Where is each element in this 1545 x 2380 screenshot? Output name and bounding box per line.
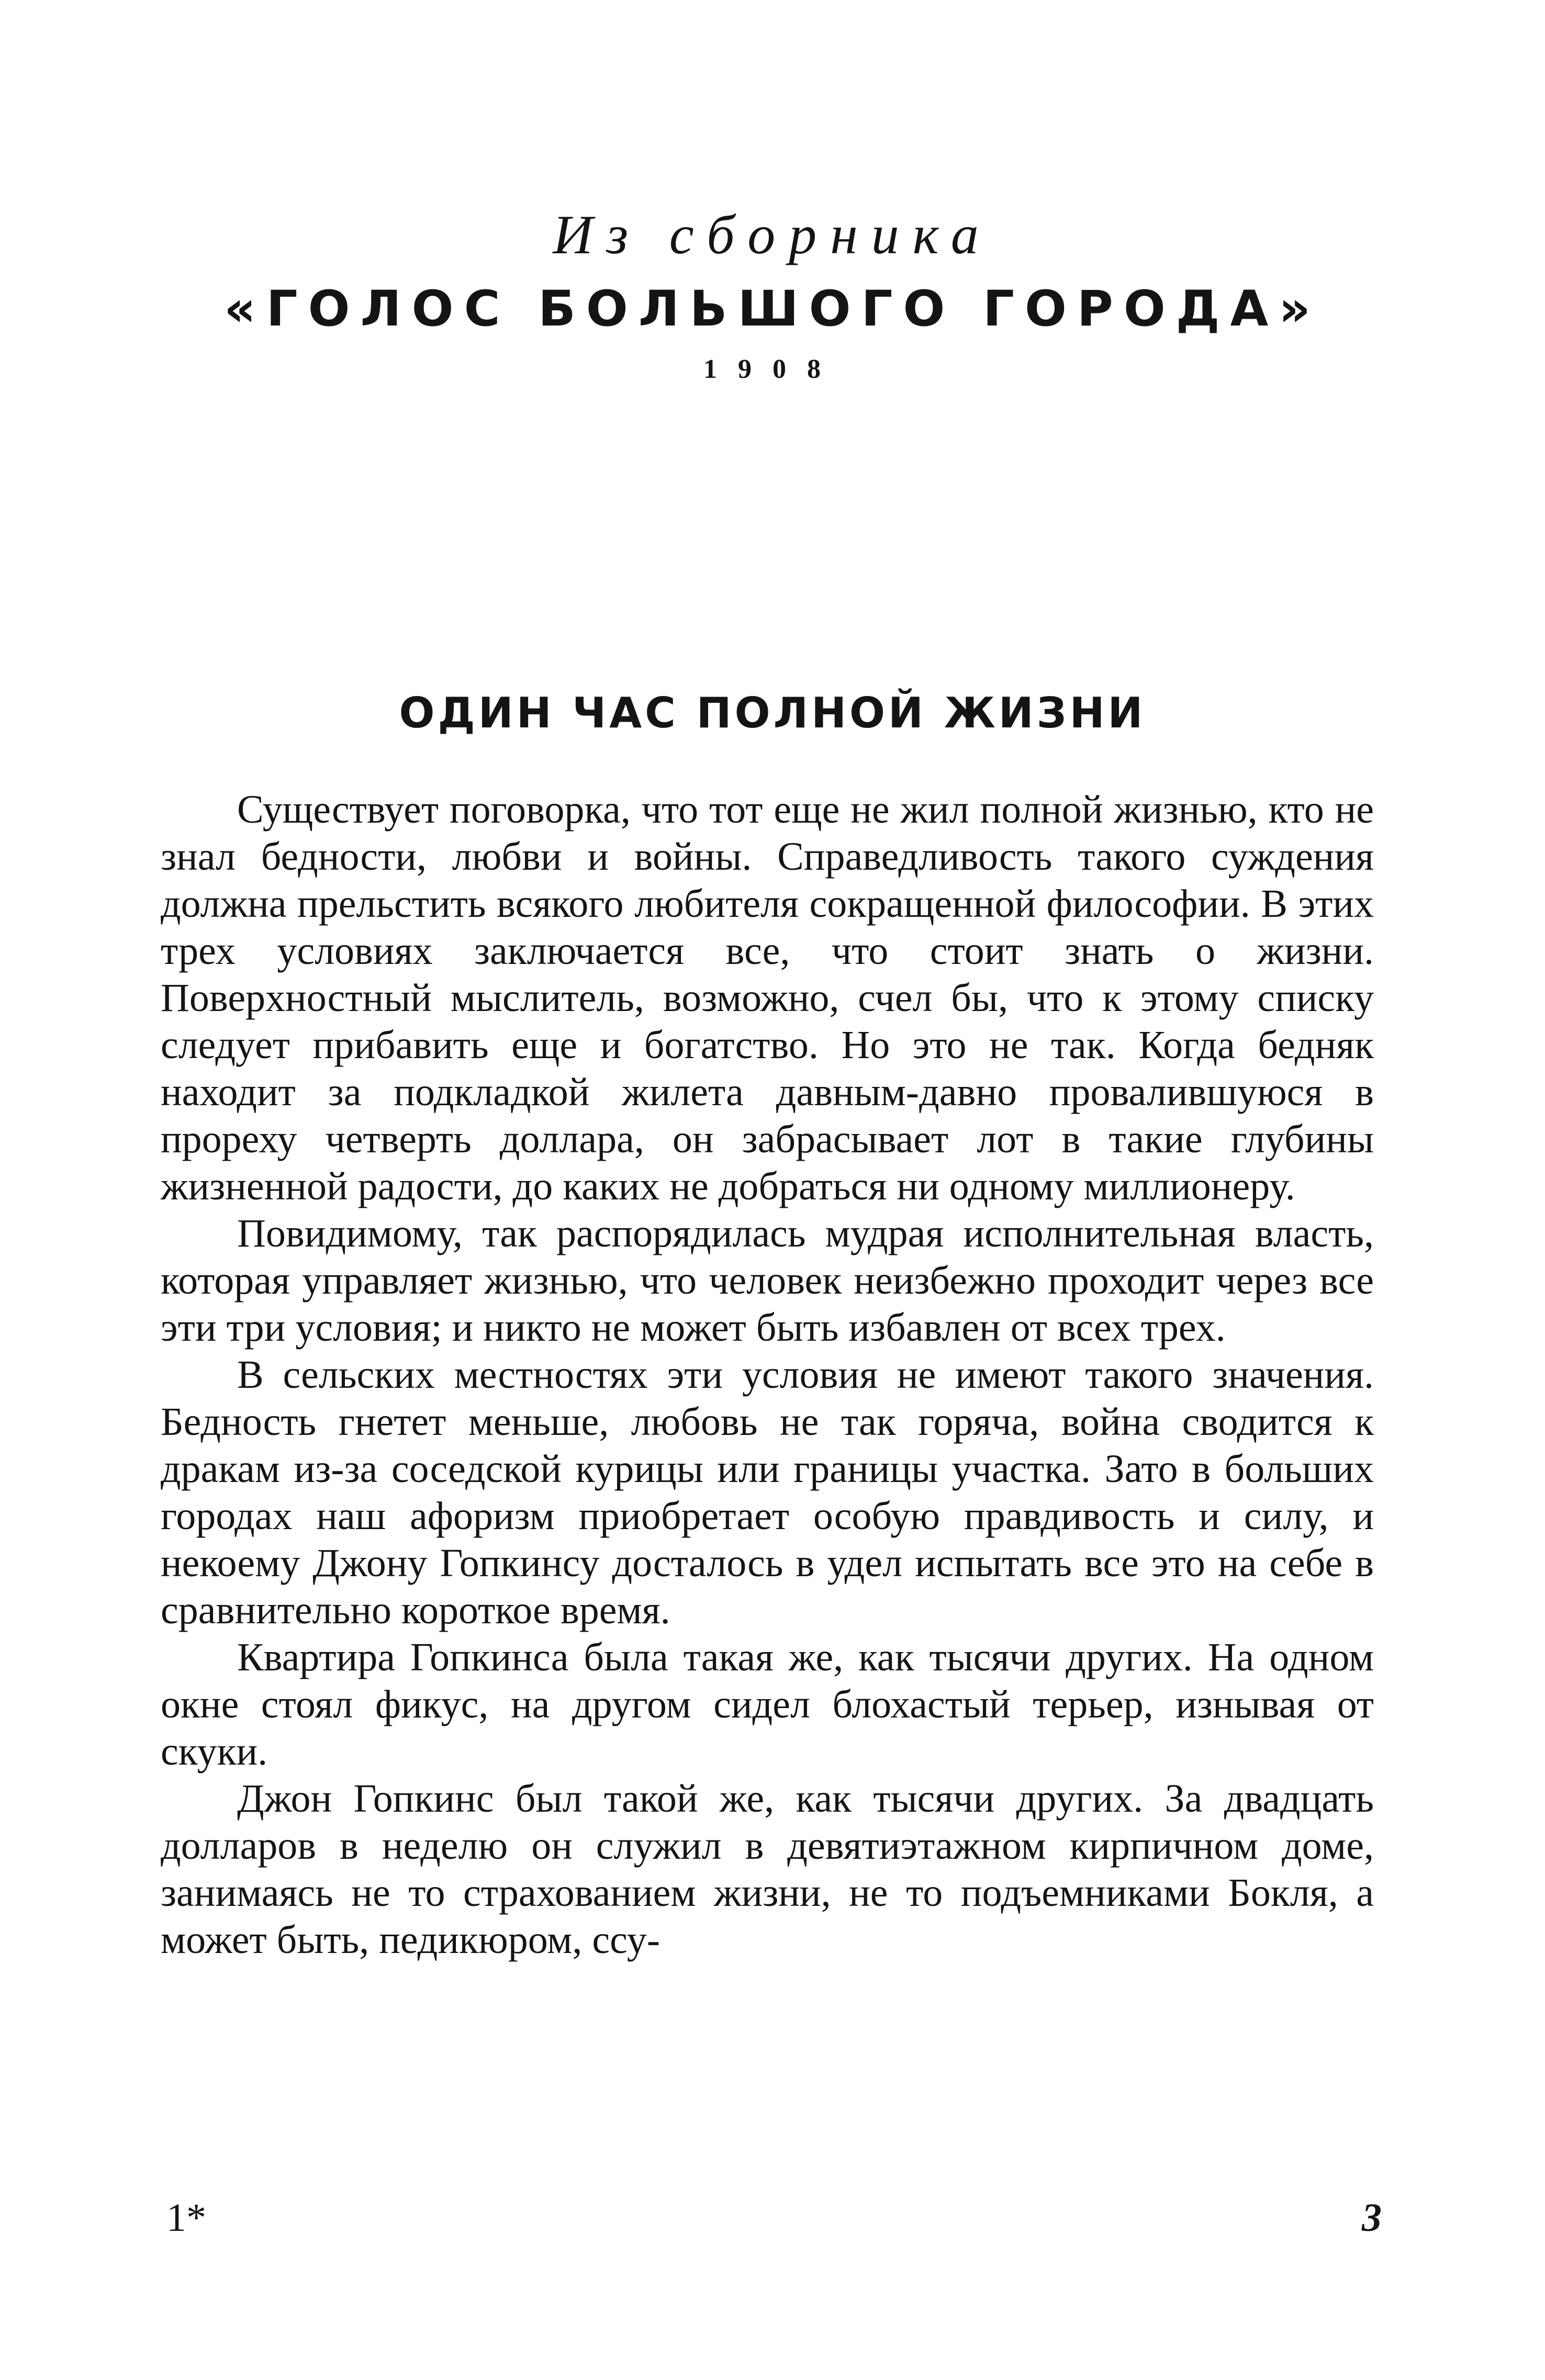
collection-year: 1908 [703, 354, 842, 384]
paragraph-3: В сельских местностях эти условия не имеют такого значения. Бедность гнетет меньше, любовь не так горяча, война сводится к дракам из-за соседской курицы или границы участка. Зато в больших городах наш афоризм приобретает особую правдивость и силу, и некоему Джону Гопкинсу досталось в удел испытать все это на себе в сравнительно короткое время. [161, 1353, 1374, 1632]
page-number: 3 [1362, 2196, 1382, 2240]
collection-prefix: Из сборника [553, 204, 992, 265]
paragraph-1: Существует поговорка, что тот еще не жил полной жизнью, кто не знал бедности, любви и войны. Справедливость такого суждения должна прельстить всякого любителя сокращенной философии. В этих трех условиях заключается все, что стоит знать о жизни. Поверхностный мыслитель, возможно, счел бы, что к этому списку следует прибавить еще и богатство. Но это не так. Когда бедняк находит за подкладкой жилета давным-давно провалившуюся в прореху четверть доллара, он забрасывает лот в такие глубины жизненной радости, до каких не добраться ни одному миллионеру. [161, 788, 1374, 1208]
story-title: ОДИН ЧАС ПОЛНОЙ ЖИЗНИ [399, 689, 1146, 737]
collection-title: «ГОЛОС БОЛЬШОГО ГОРОДА» [224, 280, 1321, 338]
paragraph-2: Повидимому, так распорядилась мудрая исполнительная власть, которая управляет жизнью, что человек неизбежно проходит через все эти три условия; и никто не может быть избавлен от всех трех. [161, 1211, 1374, 1350]
printer-signature-mark: 1* [166, 2196, 206, 2240]
paragraph-5: Джон Гопкинс был такой же, как тысячи других. За двадцать долларов в неделю он служил в девятиэтажном кирпичном доме, занимаясь не то страхованием жизни, не то подъемниками Бокля, а может быть, педикюром, ссу- [161, 1777, 1374, 1962]
story-body [161, 786, 1374, 1963]
paragraph-4: Квартира Гопкинса была такая же, как тысячи других. На одном окне стоял фикус, на другом сидел блохастый терьер, изнывая от скуки. [161, 1635, 1374, 1773]
